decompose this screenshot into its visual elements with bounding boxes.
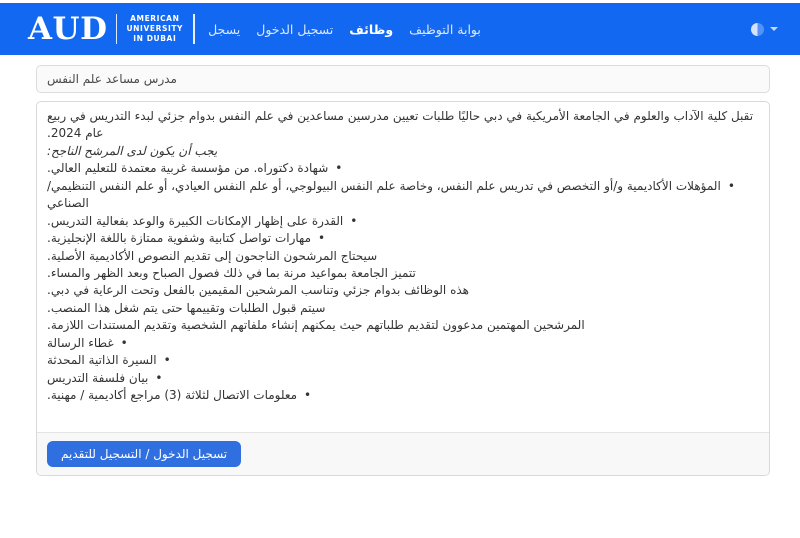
login-register-apply-button[interactable]: تسجيل الدخول / التسجيل للتقديم xyxy=(47,441,241,467)
list-item xyxy=(47,370,759,388)
bullet-marker: • xyxy=(120,335,128,350)
apply-invitation: المرشحين المهتمين مدعوون لتقديم طلباتهم حيث يمكنهم إنشاء ملفاتهم الشخصية وتقديم المستندات اللازمة. xyxy=(47,318,585,333)
logo-name-line2: UNIVERSITY xyxy=(126,23,184,33)
aud-logo-fullname xyxy=(126,14,183,44)
aud-logo-acronym: AUD xyxy=(28,10,108,47)
chevron-down-icon xyxy=(770,27,778,31)
transcripts-note: سيحتاج المرشحون الناجحون إلى تقديم النصوص الأكاديمية الأصلية. xyxy=(47,248,378,263)
main-navigation xyxy=(208,22,481,37)
list-item xyxy=(47,160,759,178)
list-item xyxy=(47,178,759,213)
document-text: السيرة الذاتية المحدثة xyxy=(47,353,157,368)
requirement-text: شهادة دكتوراه. من مؤسسة غربية معتمدة للتعليم العالي. xyxy=(47,161,329,176)
bullet-marker: • xyxy=(350,213,358,228)
nav-item-login[interactable]: تسجيل الدخول xyxy=(256,21,334,37)
job-card-footer xyxy=(37,432,769,475)
bullet-marker: • xyxy=(727,178,735,193)
bullet-marker: • xyxy=(335,161,343,176)
logo-name-line3: IN DUBAI xyxy=(133,34,177,44)
bullet-marker: • xyxy=(318,231,326,246)
top-navbar xyxy=(0,3,800,55)
requirement-text: القدرة على إظهار الإمكانات الكبيرة والوعد بفعالية التدريس. xyxy=(47,213,344,228)
list-item xyxy=(47,213,759,231)
bullet-marker: • xyxy=(304,388,312,403)
document-text: معلومات الاتصال لثلاثة (3) مراجع أكاديمية / مهنية. xyxy=(47,388,298,403)
job-description-card xyxy=(36,101,770,476)
nav-item-recruitment-portal[interactable]: بوابة التوظيف xyxy=(409,21,481,37)
requirements-list xyxy=(47,160,759,248)
job-title-panel xyxy=(36,65,770,93)
requirement-text: مهارات تواصل كتابية وشفوية ممتازة باللغة الإنجليزية. xyxy=(47,231,311,246)
nav-item-jobs[interactable]: وظائف xyxy=(349,21,394,37)
document-text: بيان فلسفة التدريس xyxy=(47,370,149,385)
contrast-half-circle-icon xyxy=(751,23,764,36)
requirement-text: المؤهلات الأكاديمية و/أو التخصص في تدريس علم النفس، وخاصة علم النفس البيولوجي، أو علم النفس العيادي، أو علم النفس التنظيمي/الصناعي xyxy=(47,178,721,211)
theme-toggle-dropdown[interactable] xyxy=(751,23,778,36)
list-item xyxy=(47,387,759,405)
review-note: سيتم قبول الطلبات وتقييمها حتى يتم شغل هذا المنصب. xyxy=(47,300,326,315)
logo-name-line1: AMERICAN xyxy=(130,13,180,23)
documents-list xyxy=(47,335,759,405)
navbar-divider xyxy=(193,14,195,44)
schedule-note xyxy=(47,265,759,300)
list-item xyxy=(47,335,759,353)
bullet-marker: • xyxy=(163,353,171,368)
bullet-marker: • xyxy=(155,370,163,385)
list-item xyxy=(47,230,759,248)
aud-logo[interactable] xyxy=(28,10,184,47)
nav-item-register[interactable]: يسجل xyxy=(208,21,241,37)
list-item xyxy=(47,352,759,370)
requirements-heading: يجب أن يكون لدى المرشح الناجح: xyxy=(47,143,218,158)
job-description-body xyxy=(37,102,769,432)
schedule-note-line1: تتميز الجامعة بمواعيد مرنة بما في ذلك فصول الصباح وبعد الظهر والمساء. xyxy=(47,266,416,281)
document-text: غطاء الرسالة xyxy=(47,335,114,350)
schedule-note-line2: هذه الوظائف بدوام جزئي وتناسب المرشحين المقيمين بالفعل وتحت الرعاية في دبي. xyxy=(47,283,469,298)
job-title: مدرس مساعد علم النفس xyxy=(47,72,177,86)
job-intro-paragraph: تقبل كلية الآداب والعلوم في الجامعة الأمريكية في دبي حاليًا طلبات تعيين مدرسين مساعدين في علم النفس بدوام جزئي لبدء التدريس في ربيع عام 2024. xyxy=(47,109,754,141)
logo-divider xyxy=(116,14,117,44)
